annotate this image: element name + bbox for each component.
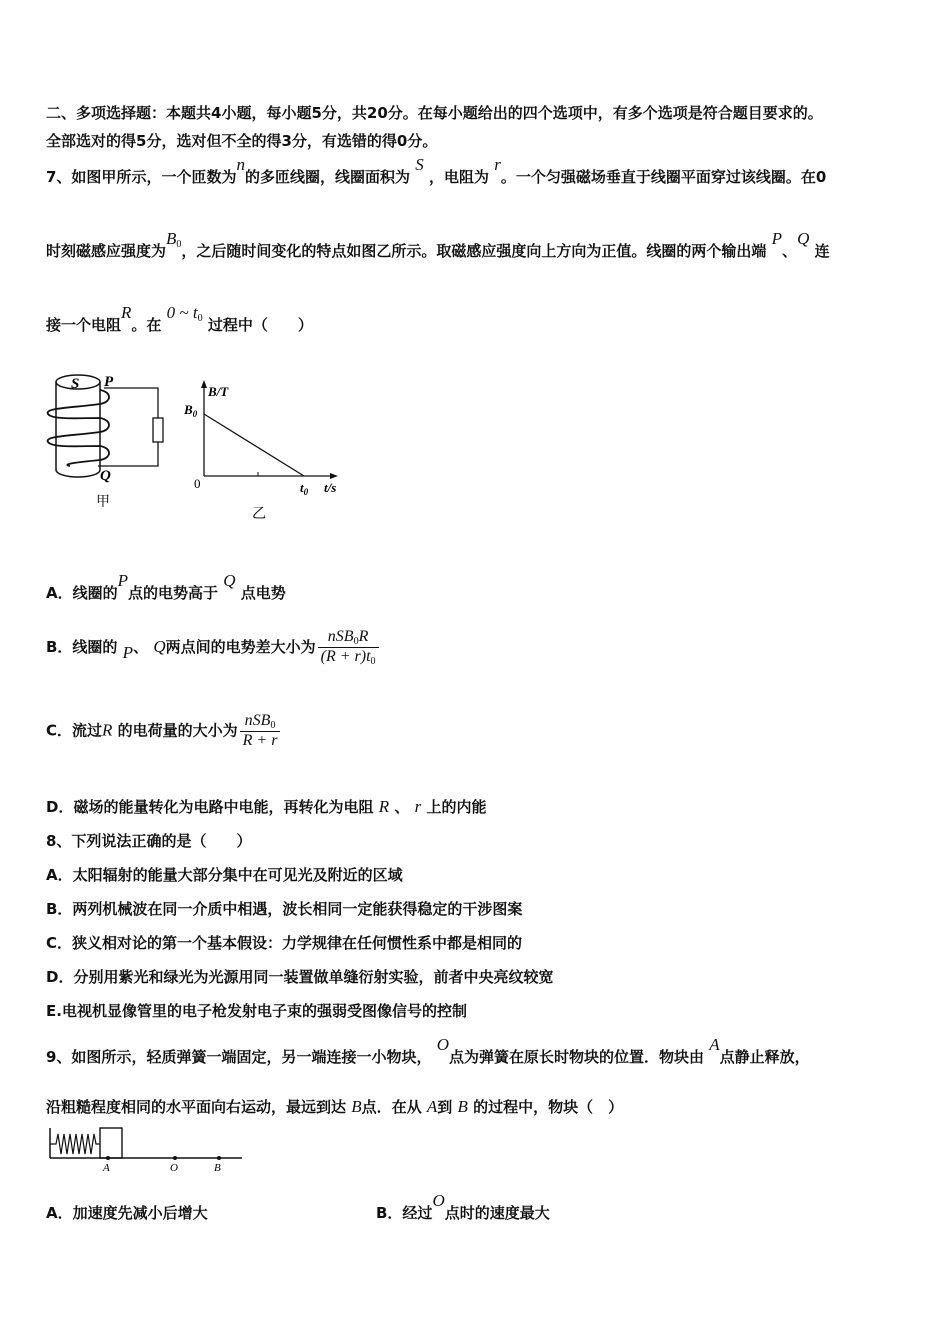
- q9-option-b[interactable]: B．经过O点时的速度最大: [376, 1191, 550, 1222]
- block: [100, 1128, 122, 1158]
- label-Q: Q: [100, 468, 111, 484]
- q8-option-b[interactable]: B．两列机械波在同一介质中相遇，波长相同一定能获得稳定的干涉图案: [46, 900, 523, 918]
- label-P: P: [104, 374, 114, 390]
- caption-jia: 甲: [96, 495, 110, 510]
- point-O-label: O: [170, 1162, 178, 1174]
- section-heading-line2: 全部选对的得5分，选对但不全的得3分，有选错的得0分。: [46, 132, 438, 150]
- potential-difference-formula: $\frac{\text{nSB0R}}{(R + r)t0}$: [318, 628, 379, 667]
- q9-stem-line1: 9、如图所示，轻质弹簧一端固定，另一端连接一小物块， O点为弹簧在原长时物块的位置．物块由 A点静止释放，: [46, 1035, 810, 1066]
- q7-stem-line1: 7、如图甲所示，一个匝数为n的多匝线圈，线圈面积为 S ，电阻为 r。一个匀强磁场垂直于线圈平面穿过该线圈。在0: [46, 155, 827, 186]
- q8-option-a[interactable]: A．太阳辐射的能量大部分集中在可见光及附近的区域: [46, 866, 403, 884]
- q8-option-c[interactable]: C．狭义相对论的第一个基本假设：力学规律在任何惯性系中都是相同的: [46, 934, 523, 952]
- q7-option-b[interactable]: B．线圈的 P、 Q两点间的电势差大小为 $\frac{\text{nSB0R}}{(R + r)t0}$: [46, 628, 381, 667]
- spring-diagram: [46, 1124, 246, 1176]
- q8-option-e[interactable]: E.电视机显像管里的电子枪发射电子束的强弱受图像信号的控制: [46, 1002, 467, 1020]
- point-A-label: A: [103, 1162, 110, 1174]
- q7-option-a[interactable]: A．线圈的P点的电势高于 Q 点电势: [46, 571, 286, 602]
- resistor: [153, 418, 163, 442]
- t0-tick-label: $t_0$: [300, 480, 309, 497]
- q8-option-d[interactable]: D．分别用紫光和绿光为光源用同一装置做单缝衍射实验，前者中央亮纹较宽: [46, 968, 554, 986]
- x-axis-label: t/s: [324, 480, 337, 495]
- point-B-label: B: [214, 1162, 221, 1174]
- label-S: S: [71, 376, 80, 392]
- coil-diagram: [40, 368, 180, 518]
- q7-stem-line2: 时刻磁感应强度为B0，之后随时间变化的特点如图乙所示。取磁感应强度向上方向为正值。线圈的两个输出端 P、Q 连: [46, 229, 830, 260]
- spring: [50, 1134, 100, 1154]
- y-axis-label: B/T: [208, 384, 229, 399]
- caption-yi: 乙: [252, 507, 266, 522]
- q9-option-a[interactable]: A．加速度先减小后增大: [46, 1204, 208, 1222]
- q7-stem-line3: 接一个电阻R。在 0 ~ t0 过程中（ ）: [46, 303, 313, 334]
- q8-stem: 8、下列说法正确的是（ ）: [46, 832, 252, 850]
- b0-tick-label: $B_0$: [184, 402, 198, 419]
- b-decreasing-line: [204, 414, 304, 476]
- b-t-graph: [184, 374, 354, 524]
- section-heading-line1: 二、多项选择题：本题共4小题，每小题5分，共20分。在每小题给出的四个选项中，有多个选项是符合题目要求的。: [46, 104, 823, 122]
- q7-option-c[interactable]: C．流过R 的电荷量的大小为 $\frac{\text{nSB0}}{R + r}$: [46, 712, 282, 750]
- q7-option-d[interactable]: D．磁场的能量转化为电路中电能，再转化为电阻 R 、 r 上的内能: [46, 797, 487, 816]
- charge-formula: $\frac{\text{nSB0}}{R + r}$: [240, 712, 281, 750]
- q9-stem-line2: 沿粗糙程度相同的水平面向右运动，最远到达 B点．在从 A到 B 的过程中，物块（ ）: [46, 1097, 624, 1116]
- origin-label: 0: [194, 476, 201, 491]
